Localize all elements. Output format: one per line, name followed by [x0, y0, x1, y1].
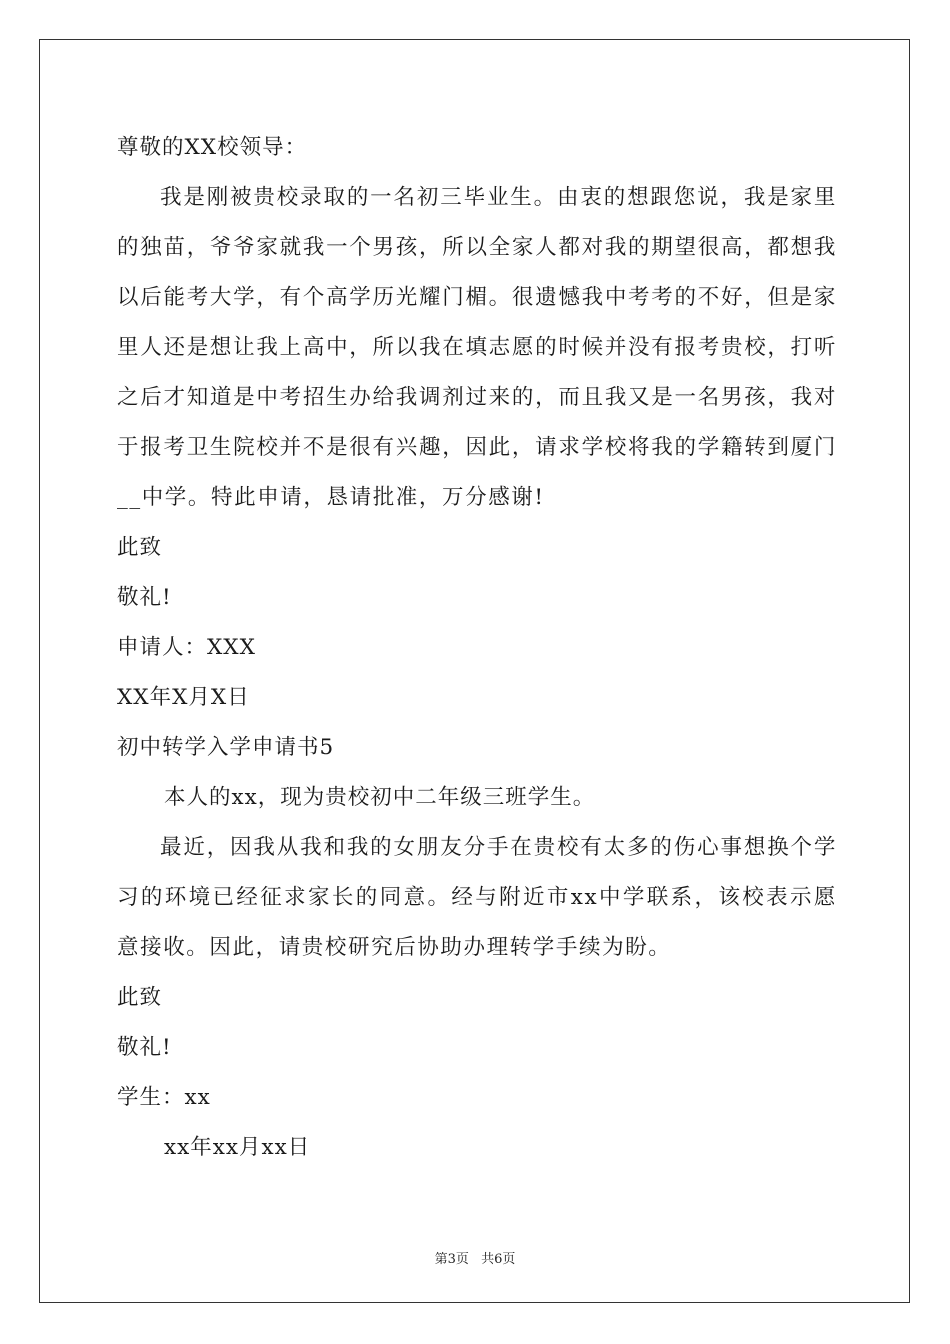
- closing-salute: 敬礼!: [117, 585, 172, 610]
- letter2-closing-respectfully: 此致: [117, 985, 163, 1010]
- page-number: 第3页: [434, 1252, 469, 1267]
- page-footer: [0, 1248, 950, 1267]
- applicant-signature: 申请人：XXX: [117, 635, 256, 660]
- page-total: 共6页: [481, 1252, 516, 1267]
- student-signature: 学生：xx: [117, 1085, 211, 1110]
- letter1-body-paragraph: 我是刚被贵校录取的一名初三毕业生。由衷的想跟您说，我是家里的独苗，爷爷家就我一个男孩，所以全家人都对我的期望很高，都想我以后能考大学，有个高学历光耀门楣。很遗憾我中考考的不好，但是家里人还是想让我上高中，所以我在填志愿的时候并没有报考贵校，打听之后才知道是中考招生办给我调剂过来的，而且我又是一名男孩，我对于报考卫生院校并不是很有兴趣，因此，请求学校将我的学籍转到厦门__中学。特此申请，恳请批准，万分感谢!: [117, 185, 837, 510]
- letter2-title: 初中转学入学申请书5: [117, 735, 335, 760]
- document-body: [117, 123, 837, 1173]
- closing-respectfully: 此致: [117, 535, 163, 560]
- letter2-closing-salute: 敬礼!: [117, 1035, 172, 1060]
- letter2-intro: 本人的xx，现为贵校初中二年级三班学生。: [164, 785, 596, 810]
- letter2-date: xx年xx月xx日: [164, 1135, 311, 1160]
- letter2-body-paragraph: 最近，因我从我和我的女朋友分手在贵校有太多的伤心事想换个学习的环境已经征求家长的同意。经与附近市xx中学联系，该校表示愿意接收。因此，请贵校研究后协助办理转学手续为盼。: [117, 835, 837, 960]
- letter1-date: XX年X月X日: [117, 685, 250, 710]
- salutation: 尊敬的XX校领导：: [117, 135, 308, 160]
